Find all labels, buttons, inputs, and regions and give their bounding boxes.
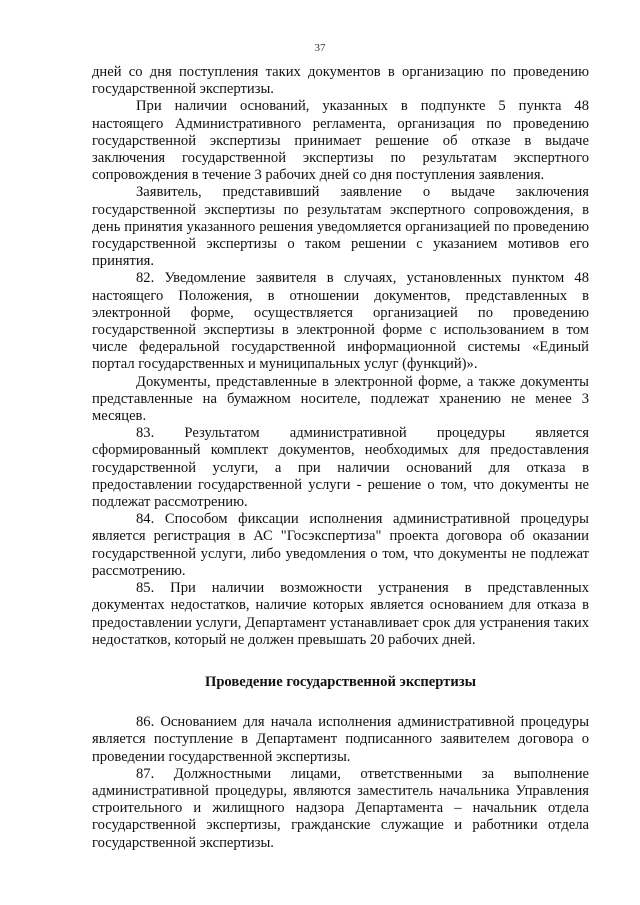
paragraph-82: 82. Уведомление заявителя в случаях, установленных пунктом 48 настоящего Положения, в отношении документов, представленных в электронной форме, осуществляется организацией по проведению государственной экспертизы в электронной форме с использованием в том числе федеральной государственной информационной системы «Единый портал государственных и муниципальных услуг (функций)». [92,270,589,373]
paragraph-85: 85. При наличии возможности устранения в представленных документах недостатков, наличие которых является основанием для отказа в предоставлении услуги, Департамент устанавливает срок для устранения таких недостатков, который не должен превышать 20 рабочих дней. [92,580,589,648]
paragraph-storage: Документы, представленные в электронной форме, а также документы представленные на бумажном носителе, подлежат хранению не менее 3 месяцев. [92,373,589,425]
paragraph-refusal-grounds: При наличии оснований, указанных в подпункте 5 пункта 48 настоящего Административного регламента, организация по проведению государственной экспертизы принимает решение об отказе в выдаче заключения государственной экспертизы по результатам экспертного сопровождения в течение 3 рабочих дней со дня поступления заявления. [92,98,589,184]
section-heading: Проведение государственной экспертизы [204,673,477,690]
paragraph-87: 87. Должностными лицами, ответственными за выполнение административной процедуры, являются заместитель начальника Управления строительного и жилищного надзора Департамента – начальник отдела государственной экспертизы, гражданские служащие и работники отдела государственной экспертизы. [92,765,589,851]
paragraph-83: 83. Результатом административной процедуры является сформированный комплект документов, необходимых для предоставления государственной услуги, а при наличии оснований для отказа в предоставлении государственной услуги - решение о том, что документы не подлежат рассмотрению. [92,425,589,511]
paragraph-84: 84. Способом фиксации исполнения административной процедуры является регистрация в АС "Госэкспертиза" проекта договора об оказании государственной услуги, либо уведомления о том, что документы не подлежат рассмотрению. [92,511,589,579]
paragraph-applicant-notice: Заявитель, представивший заявление о выдаче заключения государственной экспертизы по результатам экспертного сопровождения, в день принятия указанного решения уведомляется организацией по проведению государственной экспертизы о таком решении с указанием мотивов его принятия. [92,184,589,270]
document-body [92,64,589,852]
paragraph-86: 86. Основанием для начала исполнения административной процедуры является поступление в Департамент подписанного заявителем договора о проведении государственной экспертизы. [92,714,589,765]
page-number: 37 [314,42,326,54]
paragraph-continuation: дней со дня поступления таких документов в организацию по проведению государственной экспертизы. [92,64,589,98]
